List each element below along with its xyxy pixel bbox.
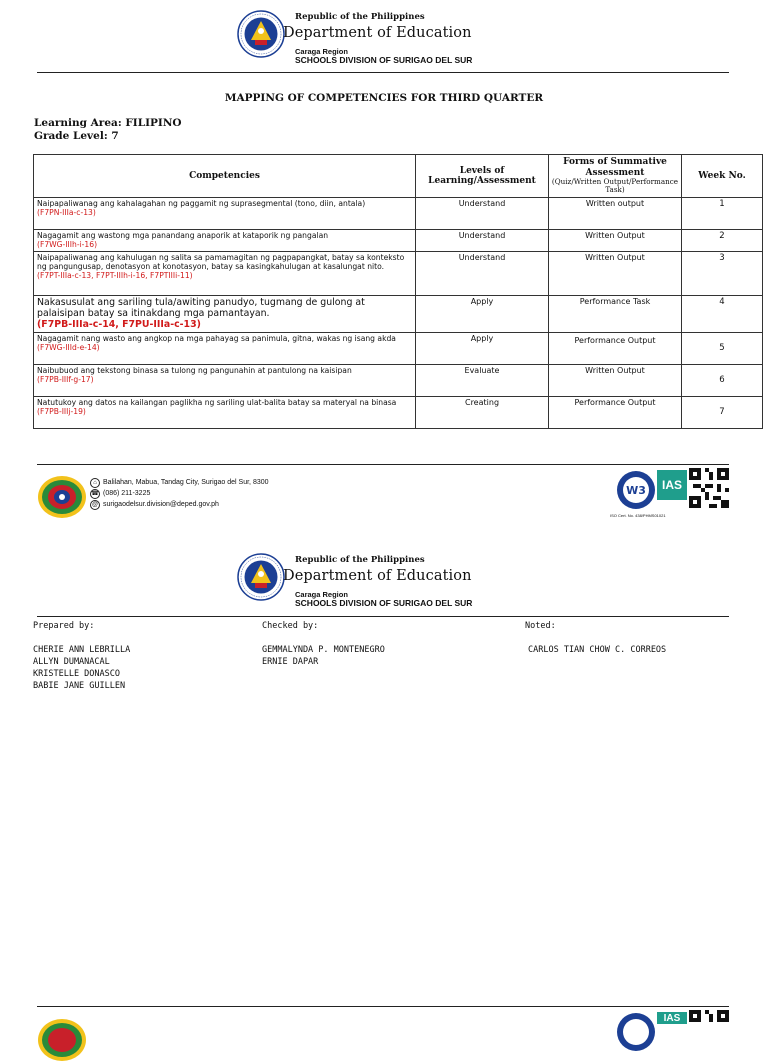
footer-divider (37, 464, 729, 465)
email-icon: @ (91, 501, 99, 508)
prepared-name: BABIE JANE GUILLEN (33, 681, 126, 691)
checked-by-label: Checked by: (262, 621, 319, 631)
competency-code: (F7PN-IIIa-c-13) (37, 208, 96, 218)
location-pin-icon: ⌂ (90, 478, 100, 488)
letterhead (0, 543, 768, 618)
division-logo-icon (37, 475, 87, 519)
noted-name: CARLOS TIAN CHOW C. CORREOS (528, 645, 667, 655)
header-divider (37, 616, 729, 617)
footer-divider (37, 1006, 729, 1007)
competency-cell (34, 332, 416, 364)
header-competencies: Competencies (34, 155, 416, 198)
week-cell: 2 (682, 230, 763, 252)
prepared-name: KRISTELLE DONASCO (33, 669, 120, 679)
competency-cell (34, 295, 416, 332)
phone-line (90, 488, 269, 499)
iso-cert-seal-icon (616, 470, 656, 510)
prepared-by-names (33, 644, 130, 692)
division-label: SCHOOLS DIVISION OF SURIGAO DEL SUR (295, 55, 473, 65)
competency-cell (34, 251, 416, 295)
level-cell: Understand (416, 198, 549, 230)
form-cell: Written Output (549, 251, 682, 295)
form-cell: Performance Output (549, 396, 682, 428)
week-cell: 1 (682, 198, 763, 230)
table-row (34, 251, 763, 295)
learning-area: Learning Area: FILIPINO (34, 117, 182, 129)
competency-code: (F7PT-IIIa-c-13, F7PT-IIIh-i-16, F7PTIIIi-11) (37, 271, 193, 280)
department-title: Department of Education (283, 25, 472, 41)
competency-cell (34, 198, 416, 230)
competency-text: Nakasusulat ang sariling tula/awiting panudyo, tugmang de gulong at palaisipan batay sa itinakdang mga pamantayan. (37, 296, 365, 319)
form-cell: Written Output (549, 230, 682, 252)
header-forms (549, 155, 682, 198)
address-text: Balilahan, Mabua, Tandag City, Surigao del Sur, 8300 (103, 479, 269, 486)
letterhead (0, 0, 768, 75)
document-page-2 (0, 540, 768, 1024)
header-levels: Levels of Learning/Assessment (416, 155, 549, 198)
prepared-by-label: Prepared by: (33, 621, 95, 631)
phone-text: (086) 211-3225 (103, 490, 151, 497)
republic-label: Republic of the Philippines (295, 555, 425, 565)
table-row (34, 332, 763, 364)
iso-cert-seal-icon (616, 1012, 656, 1052)
noted-names (528, 644, 666, 656)
prepared-name: CHERIE ANN LEBRILLA (33, 645, 131, 655)
competency-table (33, 154, 763, 429)
republic-label: Republic of the Philippines (295, 12, 425, 22)
division-logo-icon (37, 1018, 87, 1062)
week-cell: 4 (682, 295, 763, 332)
table-row (34, 364, 763, 396)
level-cell: Apply (416, 332, 549, 364)
noted-label: Noted: (525, 621, 556, 631)
competency-text: Naipapaliwanag ang kahalagahan ng paggamit ng suprasegmental (tono, diin, antala) (37, 199, 366, 208)
form-cell: Written Output (549, 364, 682, 396)
checked-name: GEMMALYNDA P. MONTENEGRO (262, 645, 385, 655)
document-title: MAPPING OF COMPETENCIES FOR THIRD QUARTER (224, 92, 544, 104)
checked-name: ERNIE DAPAR (262, 657, 319, 667)
form-cell: Performance Task (549, 295, 682, 332)
table-header-row (34, 155, 763, 198)
form-cell: Performance Output (549, 332, 682, 364)
iso-cert-note: ISO Cert. No. 438/PHMS01021 (610, 513, 666, 518)
region-label: Caraga Region (295, 47, 348, 56)
competency-text: Nagagamit ang wastong mga panandang anaporik at kataporik ng pangalan (37, 231, 329, 240)
phone-icon: ☎ (91, 490, 99, 497)
checked-by-names (262, 644, 385, 668)
form-cell: Written output (549, 198, 682, 230)
grade-level: Grade Level: 7 (34, 130, 119, 142)
competency-code: (F7WG-IIId-e-14) (37, 342, 100, 352)
competency-code: (F7PB-IIIf-g-17) (37, 374, 94, 384)
level-cell: Understand (416, 251, 549, 295)
qr-code-icon (689, 1010, 729, 1024)
week-cell: 5 (682, 332, 763, 364)
competency-text: Natutukoy ang datos na kailangan paglikha ng sariling ulat-balita batay sa materyal na binasa (37, 397, 397, 407)
deped-seal-icon (237, 10, 285, 58)
level-cell: Evaluate (416, 364, 549, 396)
week-cell: 7 (682, 396, 763, 428)
address-line (90, 477, 269, 488)
competency-code: (F7WG-IIIh-i-16) (37, 240, 98, 250)
table-row (34, 295, 763, 332)
competency-text: Naipapaliwanag ang kahulugan ng salita sa pamamagitan ng pagpapangkat, batay sa konteksto ng pangungusap, denotasyon at konotasyon, batay sa kasingkahulugan at kasalungat nito. (37, 252, 405, 271)
region-label: Caraga Region (295, 590, 348, 599)
header-forms-label: Forms of Summative Assessment (563, 157, 667, 178)
competency-code: (F7PB-IIIj-19) (37, 406, 86, 416)
ias-badge: IAS (657, 470, 687, 500)
svg-text:W3: W3 (626, 484, 646, 497)
department-title: Department of Education (283, 568, 472, 584)
week-cell: 6 (682, 364, 763, 396)
email-line (90, 499, 269, 510)
deped-seal-icon (237, 553, 285, 601)
table-row (34, 396, 763, 428)
table-row (34, 198, 763, 230)
ias-badge: IAS (657, 1012, 687, 1024)
level-cell: Apply (416, 295, 549, 332)
qr-code-icon (689, 468, 729, 508)
division-label: SCHOOLS DIVISION OF SURIGAO DEL SUR (295, 598, 473, 608)
competency-cell (34, 230, 416, 252)
competency-cell (34, 396, 416, 428)
competency-text: Nagagamit nang wasto ang angkop na mga pahayag sa panimula, gitna, wakas ng isang akda (37, 333, 396, 343)
competency-text: Naibubuod ang tekstong binasa sa tulong ng pangunahin at pantulong na kaisipan (37, 365, 352, 375)
level-cell: Creating (416, 396, 549, 428)
email-text: surigaodelsur.division@deped.gov.ph (103, 501, 219, 508)
header-week: Week No. (682, 155, 763, 198)
week-cell: 3 (682, 251, 763, 295)
table-row (34, 230, 763, 252)
level-cell: Understand (416, 230, 549, 252)
header-divider (37, 72, 729, 73)
competency-cell (34, 364, 416, 396)
competency-code: (F7PB-IIIa-c-14, F7PU-IIIa-c-13) (37, 319, 201, 331)
prepared-name: ALLYN DUMANACAL (33, 657, 110, 667)
header-forms-sub: (Quiz/Written Output/Performance Task) (551, 177, 679, 195)
footer-contact (90, 477, 269, 510)
